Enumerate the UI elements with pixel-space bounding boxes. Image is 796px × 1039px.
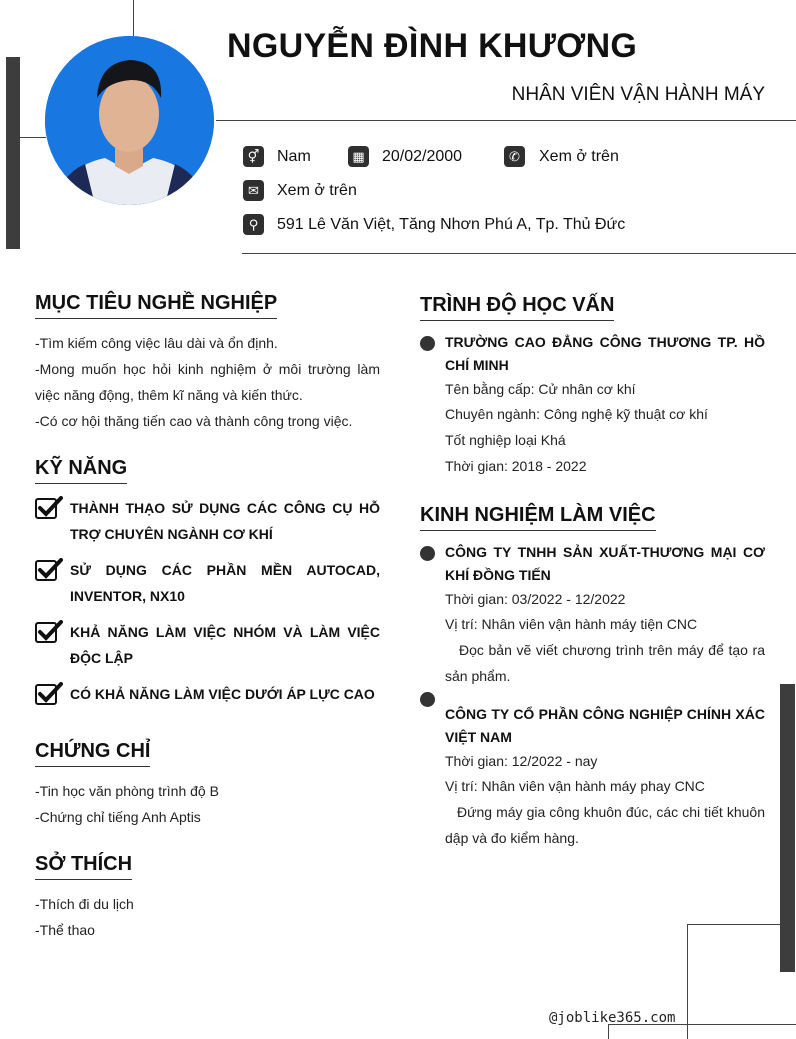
skill-text: CÓ KHẢ NĂNG LÀM VIỆC DƯỚI ÁP LỰC CAO — [70, 686, 375, 702]
phone-icon: ✆ — [504, 146, 525, 167]
experience-title: KINH NGHIỆM LÀM VIỆC — [420, 504, 656, 531]
education-line-4: Thời gian: 2018 - 2022 — [445, 458, 587, 474]
checkbox-icon — [35, 558, 63, 582]
skill-item — [35, 495, 380, 547]
school-name: TRƯỜNG CAO ĐẲNG CÔNG THƯƠNG TP. HỒ CHÍ MINH — [445, 334, 765, 373]
skill-text: SỬ DỤNG CÁC PHẦN MỀN AUTOCAD, INVENTOR, NX10 — [70, 562, 380, 604]
contact-row-2 — [243, 180, 357, 201]
dob-item — [348, 146, 504, 167]
top-divider-vertical — [133, 0, 134, 36]
address-value: 591 Lê Văn Việt, Tăng Nhơn Phú A, Tp. Thủ Đức — [277, 215, 626, 233]
footer-watermark: @joblike365.com — [549, 1010, 676, 1026]
job-description: Đọc bản vẽ viết chương trình trên máy để tạo ra sản phẩm. — [445, 642, 765, 684]
candidate-name: NGUYỄN ĐÌNH KHƯƠNG — [227, 27, 638, 65]
bottom-frame-left-line — [687, 924, 688, 1039]
job-time: Thời gian: 03/2022 - 12/2022 — [445, 591, 626, 607]
education-title: TRÌNH ĐỘ HỌC VẤN — [420, 294, 614, 321]
certificate-line-2: -Chứng chỉ tiếng Anh Aptis — [35, 809, 201, 825]
skill-item — [35, 619, 380, 671]
skill-text: THÀNH THẠO SỬ DỤNG CÁC CÔNG CỤ HỖ TRỢ CHUYÊN NGÀNH CƠ KHÍ — [70, 500, 380, 542]
location-icon: ⚲ — [243, 214, 264, 235]
skills-title: KỸ NĂNG — [35, 457, 127, 484]
skill-item — [35, 557, 380, 609]
gender-icon: ⚥ — [243, 146, 264, 167]
job-company: CÔNG TY TNHH SẢN XUẤT-THƯƠNG MẠI CƠ KHÍ ĐỒNG TIẾN — [445, 544, 765, 583]
objective-line-2: -Mong muốn học hỏi kinh nghiệm ở môi trường làm việc năng động, thêm kĩ năng và kiến thức. — [35, 361, 380, 403]
phone-item — [504, 146, 619, 167]
hobbies-title: SỞ THÍCH — [35, 853, 132, 880]
right-accent-bar — [780, 684, 795, 972]
hobby-line-1: -Thích đi du lịch — [35, 896, 134, 912]
phone-value: Xem ở trên — [539, 147, 619, 165]
gender-value: Nam — [277, 147, 311, 165]
contact-row-1 — [243, 146, 619, 167]
job-position: Vị trí: Nhân viên vận hành máy tiện CNC — [445, 616, 698, 632]
education-line-1: Tên bằng cấp: Cử nhân cơ khí — [445, 381, 636, 397]
job-bullet — [420, 546, 435, 561]
job-time: Thời gian: 12/2022 - nay — [445, 753, 598, 769]
certificate-line-1: -Tin học văn phòng trình độ B — [35, 783, 219, 799]
avatar-illustration — [45, 36, 214, 205]
profile-photo — [45, 36, 214, 205]
left-accent-bar — [6, 57, 20, 249]
contact-row-3 — [243, 214, 625, 235]
certificates-title: CHỨNG CHỈ — [35, 740, 150, 767]
candidate-role: NHÂN VIÊN VẬN HÀNH MÁY — [511, 84, 765, 105]
hobby-line-2: -Thể thao — [35, 922, 95, 938]
skill-text: KHẢ NĂNG LÀM VIỆC NHÓM VÀ LÀM VIỆC ĐỘC LẬP — [70, 624, 380, 666]
job-position: Vị trí: Nhân viên vận hành máy phay CNC — [445, 778, 705, 794]
job-company: CÔNG TY CỔ PHẦN CÔNG NGHIỆP CHÍNH XÁC VIỆT NAM — [445, 706, 765, 745]
bottom-frame-inner-line — [608, 1024, 609, 1039]
skill-item — [35, 681, 380, 707]
left-connector-line — [20, 137, 46, 138]
education-bullet — [420, 336, 435, 351]
mail-icon: ✉ — [243, 180, 264, 201]
email-value: Xem ở trên — [277, 181, 357, 199]
checkbox-icon — [35, 496, 63, 520]
contact-divider-line — [242, 253, 796, 254]
objective-line-3: -Có cơ hội thăng tiến cao và thành công trong việc. — [35, 413, 353, 429]
checkbox-icon — [35, 620, 63, 644]
checkbox-icon — [35, 682, 63, 706]
job-bullet — [420, 692, 435, 707]
objective-title: MỤC TIÊU NGHỀ NGHIỆP — [35, 292, 277, 319]
calendar-icon: ▦ — [348, 146, 369, 167]
dob-value: 20/02/2000 — [382, 147, 463, 165]
header-divider-line — [216, 120, 796, 121]
gender-item — [243, 146, 348, 167]
job-description: Đứng máy gia công khuôn đúc, các chi tiết khuôn dập và đo kiểm hàng. — [445, 804, 765, 846]
objective-line-1: -Tìm kiếm công việc lâu dài và ổn định. — [35, 335, 278, 351]
education-line-3: Tốt nghiệp loại Khá — [445, 432, 566, 448]
education-line-2: Chuyên ngành: Công nghệ kỹ thuật cơ khí — [445, 406, 708, 422]
bottom-frame-top-line — [687, 924, 780, 925]
